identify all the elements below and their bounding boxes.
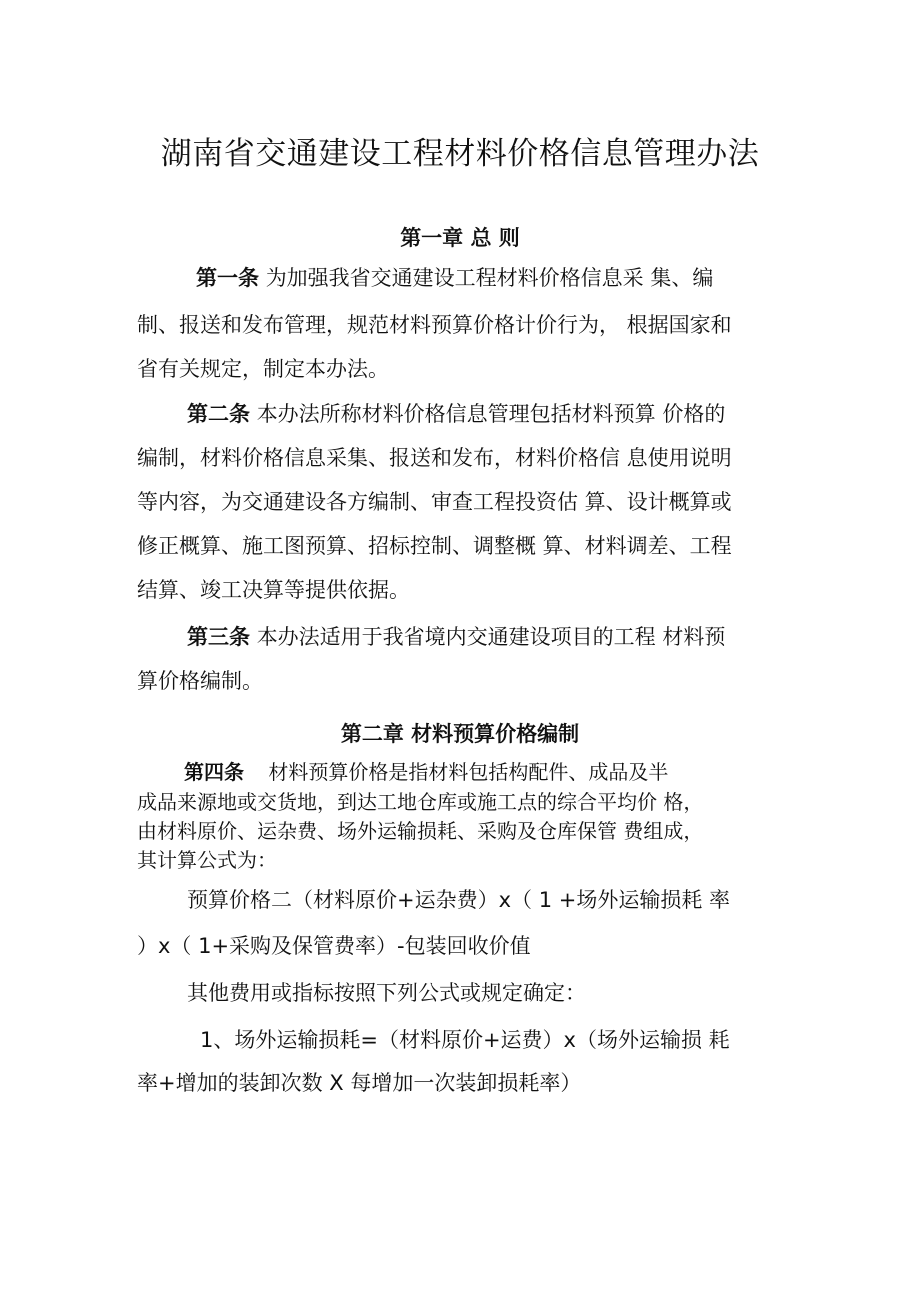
article-4-line-1: 第四条 材料预算价格是指材料包括构配件、成品及半 bbox=[184, 760, 669, 784]
article-2-line-1: 第二条 本办法所称材料价格信息管理包括材料预算 价格的 bbox=[187, 402, 726, 426]
article-1-line-1: 第一条 为加强我省交通建设工程材料价格信息采 集、编 bbox=[196, 266, 714, 290]
chapter-1-heading: 第一章 总 则 bbox=[400, 226, 520, 250]
article-1-label: 第一条 bbox=[196, 266, 259, 290]
article-2-line-4: 修正概算、施工图预算、招标控制、调整概 算、材料调差、工程 bbox=[137, 534, 732, 558]
article-2-line-5: 结算、竣工决算等提供依据。 bbox=[137, 578, 410, 602]
article-2-line-2: 编制，材料价格信息采集、报送和发布，材料价格信 息使用说明 bbox=[137, 446, 732, 470]
item-1-line-2: 率+增加的装卸次数 X 每增加一次装卸损耗率） bbox=[137, 1071, 582, 1095]
item-1-line-1: 1、场外运输损耗=（材料原价+运费）x（场外运输损 耗 bbox=[200, 1028, 730, 1052]
article-4-line-2: 成品来源地或交货地，到达工地仓库或施工点的综合平均价 格， bbox=[137, 790, 704, 814]
article-1-line-2: 制、报送和发布管理，规范材料预算价格计价行为， 根据国家和 bbox=[137, 313, 732, 337]
formula-line-1: 预算价格二（材料原价+运杂费）x（ 1 +场外运输损耗 率 bbox=[187, 888, 731, 912]
document-title: 湖南省交通建设工程材料价格信息管理办法 bbox=[160, 136, 760, 172]
article-4-line-3: 由材料原价、运杂费、场外运输损耗、采购及仓库保管 费组成， bbox=[137, 819, 704, 843]
formula-line-2: ）x（ 1+采购及保管费率）-包装回收价值 bbox=[137, 934, 531, 958]
chapter-2-heading: 第二章 材料预算价格编制 bbox=[340, 722, 580, 746]
article-3-line-2: 算价格编制。 bbox=[137, 669, 263, 693]
article-2-line-3: 等内容，为交通建设各方编制、审查工程投资估 算、设计概算或 bbox=[137, 490, 732, 514]
article-4-label: 第四条 bbox=[184, 760, 244, 784]
article-1-line-3: 省有关规定，制定本办法。 bbox=[137, 357, 389, 381]
article-3-label: 第三条 bbox=[187, 625, 250, 649]
article-2-label: 第二条 bbox=[187, 402, 250, 426]
article-3-line-1: 第三条 本办法适用于我省境内交通建设项目的工程 材料预 bbox=[187, 625, 726, 649]
article-4-line-4: 其计算公式为： bbox=[137, 848, 277, 872]
other-fees-intro: 其他费用或指标按照下列公式或规定确定： bbox=[187, 981, 586, 1005]
